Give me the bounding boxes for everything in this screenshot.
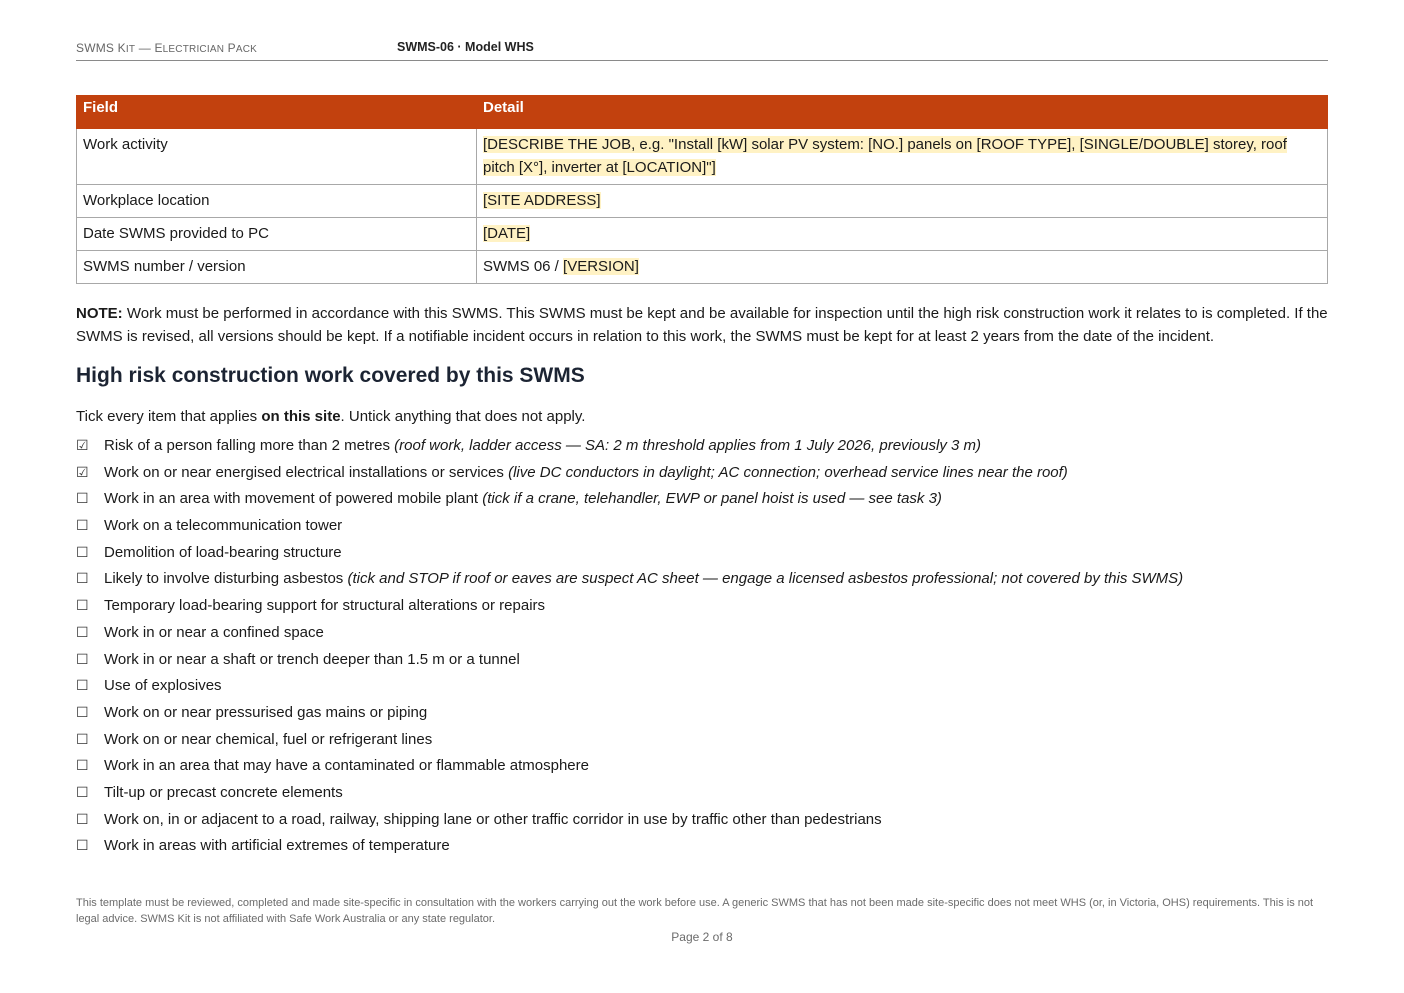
list-item: ☐ Work in an area with movement of powered mobile plant (tick if a crane, telehandler, EWP or panel hoist is used — see task 3) — [76, 487, 1328, 514]
checkbox-unchecked-icon[interactable]: ☐ — [76, 518, 89, 535]
checkbox-unchecked-icon[interactable]: ☐ — [76, 811, 89, 828]
checkbox-checked-icon[interactable]: ☑ — [76, 438, 89, 454]
detail-cell — [477, 251, 1328, 284]
checkbox-unchecked-icon[interactable]: ☐ — [76, 544, 89, 561]
table-row — [77, 185, 1328, 218]
list-item: ☑ Risk of a person falling more than 2 metres (roof work, ladder access — SA: 2 m threshold applies from 1 July 2026, previously 3 m) — [76, 434, 1328, 461]
table-row — [77, 218, 1328, 251]
field-label: SWMS number / version — [77, 251, 477, 284]
list-item: ☐ Work in or near a confined space — [76, 621, 1328, 648]
footer-disclaimer: This template must be reviewed, completed and made site-specific in consultation with the workers carrying out the work before use. A generic SWMS that has not been made site-specific does not meet WHS (or, in Victoria, OHS) requirements. This is not legal advice. SWMS Kit is not affiliated with Safe Work Australia or any state regulator. — [76, 897, 1314, 925]
placeholder-work-activity[interactable]: [DESCRIBE THE JOB, e.g. "Install [kW] solar PV system: [NO.] panels on [ROOF TYPE], [SINGLE/DOUBLE] storey, roof pitch [X°], inverter at [LOCATION]"] — [483, 136, 1287, 176]
list-item: ☐ Work in areas with artificial extremes of temperature — [76, 834, 1328, 861]
detail-cell — [477, 185, 1328, 218]
checkbox-unchecked-icon[interactable]: ☐ — [76, 758, 89, 775]
list-item: ☐ Tilt-up or precast concrete elements — [76, 781, 1328, 808]
table-header-row — [77, 96, 1328, 129]
header-doc-id: SWMS-06 · Model WHS — [397, 40, 534, 54]
note-label: NOTE: — [76, 305, 123, 322]
section-heading: High risk construction work covered by this SWMS — [76, 364, 585, 387]
checkbox-unchecked-icon[interactable]: ☐ — [76, 784, 89, 801]
checkbox-unchecked-icon[interactable]: ☐ — [76, 651, 89, 668]
checkbox-checked-icon[interactable]: ☑ — [76, 464, 89, 481]
checkbox-unchecked-icon[interactable]: ☐ — [76, 598, 89, 615]
checkbox-unchecked-icon[interactable]: ☐ — [76, 678, 89, 695]
field-label: Work activity — [77, 129, 477, 185]
list-item: ☐ Demolition of load-bearing structure — [76, 541, 1328, 568]
checkbox-unchecked-icon[interactable]: ☐ — [76, 704, 89, 721]
risk-checklist — [76, 434, 1328, 861]
swms-number-text: SWMS 06 / — [483, 258, 564, 275]
list-item: ☐ Temporary load-bearing support for structural alterations or repairs — [76, 594, 1328, 621]
swms-details-table — [76, 95, 1328, 284]
list-item: ☑ Work on or near energised electrical installations or services (live DC conductors in daylight; AC connection; overhead service lines near the roof) — [76, 461, 1328, 488]
header-kit-name: SWMS KIT — ELECTRICIAN PACK — [76, 41, 258, 55]
list-item: ☐ Work on or near chemical, fuel or refrigerant lines — [76, 728, 1328, 755]
page-number: Page 2 of 8 — [671, 930, 733, 944]
list-item: ☐ Work on, in or adjacent to a road, railway, shipping lane or other traffic corridor in use by traffic other than pedestrians — [76, 808, 1328, 835]
list-item: ☐ Work on a telecommunication tower — [76, 514, 1328, 541]
column-header-detail: Detail — [477, 96, 1328, 129]
checkbox-unchecked-icon[interactable]: ☐ — [76, 731, 89, 748]
note-paragraph — [76, 302, 1328, 348]
checkbox-unchecked-icon[interactable]: ☐ — [76, 491, 89, 508]
list-item: ☐ Use of explosives — [76, 674, 1328, 701]
checkbox-unchecked-icon[interactable]: ☐ — [76, 571, 89, 588]
list-item: ☐ Work in an area that may have a contaminated or flammable atmosphere — [76, 754, 1328, 781]
running-header — [76, 40, 1328, 61]
section-intro: Tick every item that applies on this site. Untick anything that does not apply. — [76, 408, 586, 425]
column-header-field: Field — [77, 96, 477, 129]
placeholder-site-address[interactable]: [SITE ADDRESS] — [483, 192, 601, 209]
note-text: Work must be performed in accordance with this SWMS. This SWMS must be kept and be available for inspection until the high risk construction work it relates to is completed. If the SWMS is revised, all versions should be kept. If a notifiable incident occurs in relation to this work, the SWMS must be kept for at least 2 years from the date of the incident. — [76, 305, 1328, 345]
checkbox-unchecked-icon[interactable]: ☐ — [76, 624, 89, 641]
detail-cell — [477, 129, 1328, 185]
field-label: Workplace location — [77, 185, 477, 218]
list-item: ☐ Work on or near pressurised gas mains or piping — [76, 701, 1328, 728]
table-row — [77, 129, 1328, 185]
list-item: ☐ Likely to involve disturbing asbestos (tick and STOP if roof or eaves are suspect AC sheet — engage a licensed asbestos professional; not covered by this SWMS) — [76, 567, 1328, 594]
list-item: ☐ Work in or near a shaft or trench deeper than 1.5 m or a tunnel — [76, 648, 1328, 675]
placeholder-date[interactable]: [DATE] — [483, 225, 531, 242]
field-label: Date SWMS provided to PC — [77, 218, 477, 251]
table-row — [77, 251, 1328, 284]
placeholder-version[interactable]: [VERSION] — [563, 258, 639, 275]
checkbox-unchecked-icon[interactable]: ☐ — [76, 838, 89, 855]
detail-cell — [477, 218, 1328, 251]
